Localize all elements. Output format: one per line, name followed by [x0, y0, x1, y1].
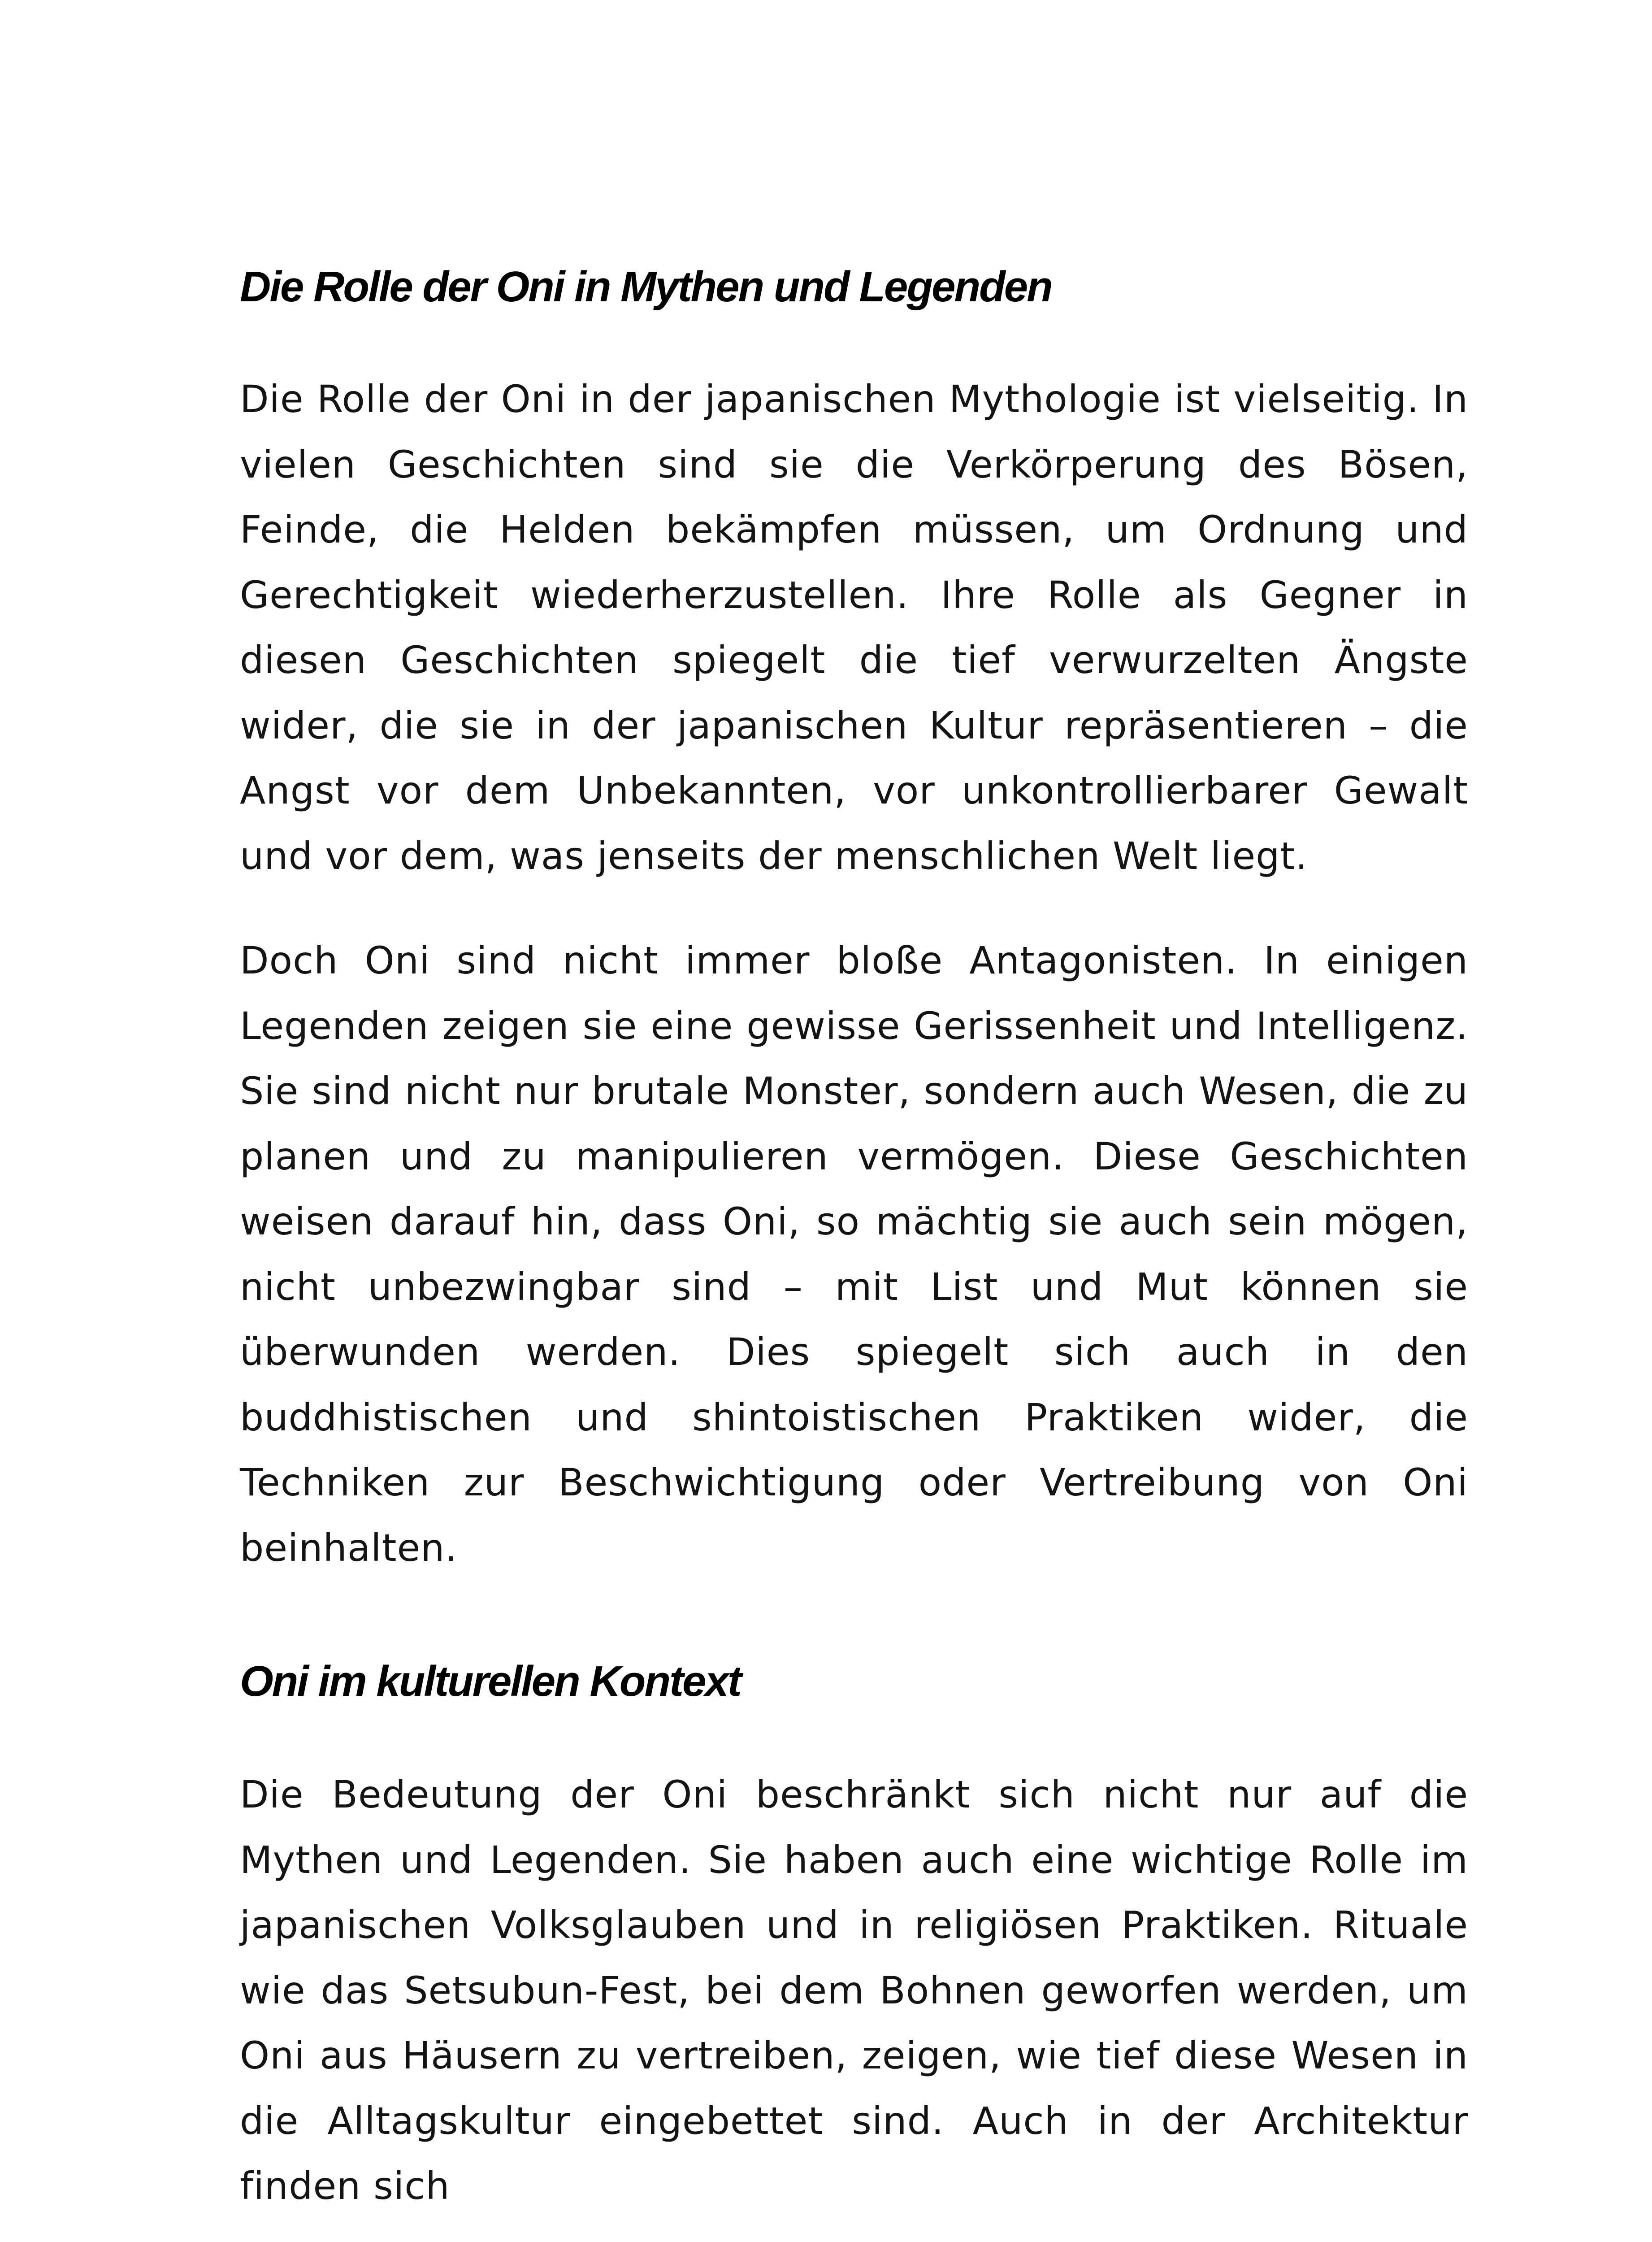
paragraph-oni-role-intro: Die Rolle der Oni in der japanischen Mythologie ist vielseitig. In vielen Geschichten sind sie die Verkörperung des Bösen, Feinde, die Helden bekämpfen müssen, um Ordnung und Gerechtigkeit wiederherzustellen. Ihre Rolle als Gegner in diesen Geschichten spiegelt die tief verwurzelten Ängste wider, die sie in der japanischen Kultur repräsentieren – die Angst vor dem Unbekannten, vor unkontrollierbarer Gewalt und vor dem, was jenseits der menschlichen Welt liegt.: [240, 377, 1468, 878]
paragraph-cultural-context: Die Bedeutung der Oni beschränkt sich nicht nur auf die Mythen und Legenden. Sie haben auch eine wichtige Rolle im japanischen Volksglauben und in religiösen Praktiken. Rituale wie das Setsubun-Fest, bei dem Bohnen geworfen werden, um Oni aus Häusern zu vertreiben, zeigen, wie tief diese Wesen in die Alltagskultur eingebettet sind. Auch in der Architektur finden sich: [240, 1773, 1468, 2208]
section-heading-oni-role: Die Rolle der Oni in Mythen und Legenden: [240, 263, 1052, 311]
paragraph-oni-antagonists: Doch Oni sind nicht immer bloße Antagonisten. In einigen Legenden zeigen sie eine gewisse Gerissenheit und Intelligenz. Sie sind nicht nur brutale Monster, sondern auch Wesen, die zu planen und zu manipulieren vermögen. Diese Geschichten weisen darauf hin, dass Oni, so mächtig sie auch sein mögen, nicht unbezwingbar sind – mit List und Mut können sie überwunden werden. Dies spiegelt sich auch in den buddhistischen und shintoistischen Praktiken wider, die Techniken zur Beschwichtigung oder Vertreibung von Oni beinhalten.: [240, 939, 1468, 1570]
section-heading-cultural-context: Oni im kulturellen Kontext: [240, 1657, 741, 1705]
